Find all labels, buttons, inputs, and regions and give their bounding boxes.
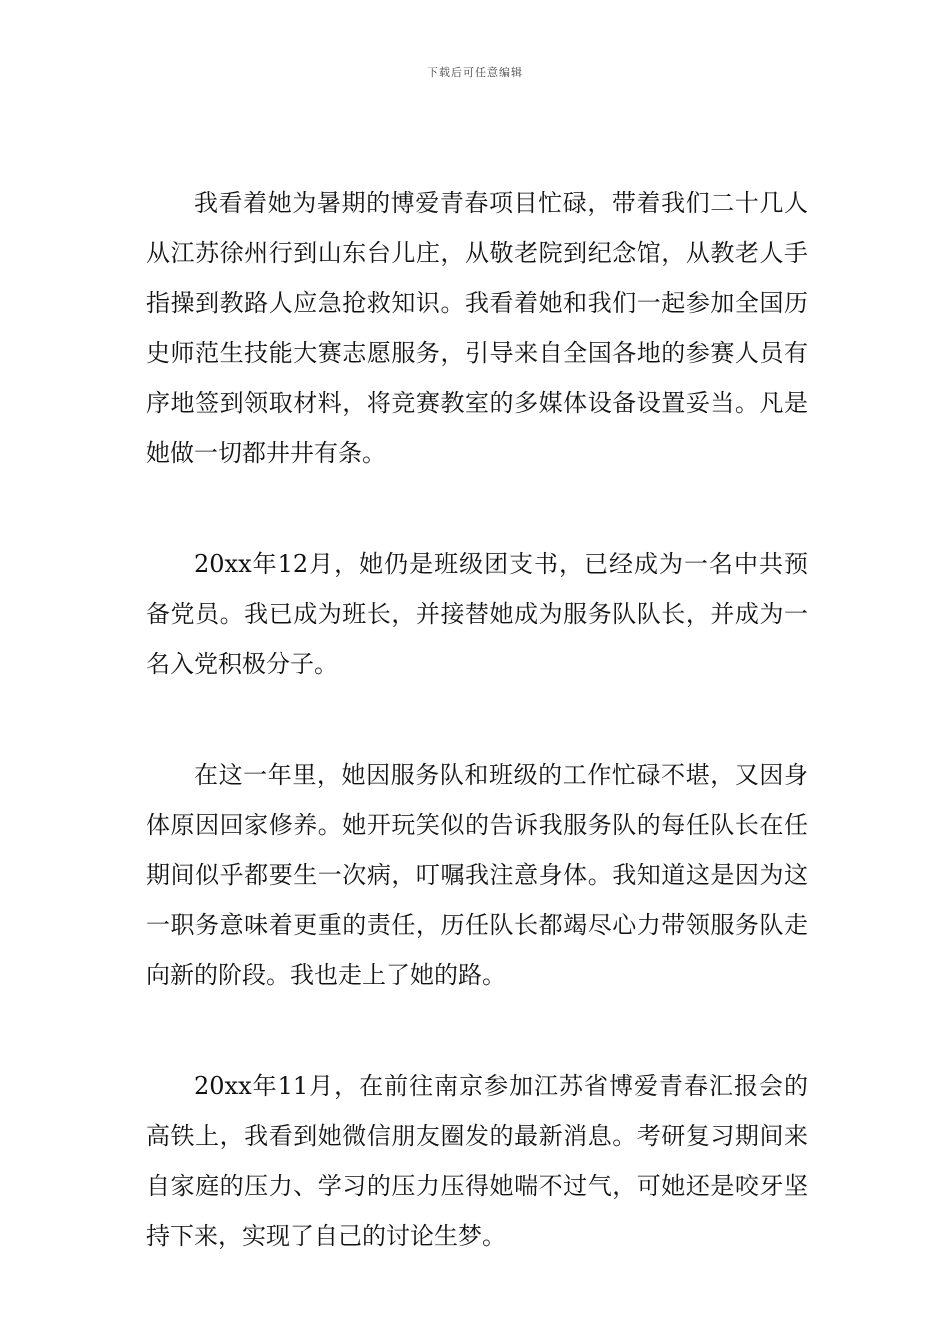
- page-header-note: 下载后可任意编辑: [427, 66, 523, 79]
- document-body: [146, 178, 808, 1261]
- paragraph-2: 20xx年12月，她仍是班级团支书，已经成为一名中共预备党员。我已成为班长，并接替她成为服务队队长，并成为一名入党积极分子。: [146, 550, 808, 678]
- paragraph-1: 我看着她为暑期的博爱青春项目忙碌，带着我们二十几人从江苏徐州行到山东台儿庄，从敬老院到纪念馆，从教老人手指操到教路人应急抢救知识。我看着她和我们一起参加全国历史师范生技能大赛志愿服务，引导来自全国各地的参赛人员有序地签到领取材料，将竞赛教室的多媒体设备设置妥当。凡是她做一切都井井有条。: [146, 189, 808, 467]
- paragraph-3: 在这一年里，她因服务队和班级的工作忙碌不堪，又因身体原因回家修养。她开玩笑似的告诉我服务队的每任队长在任期间似乎都要生一次病，叮嘱我注意身体。我知道这是因为这一职务意味着更重的责任，历任队长都竭尽心力带领服务队走向新的阶段。我也走上了她的路。: [146, 761, 808, 989]
- paragraph-4: 20xx年11月，在前往南京参加江苏省博爱青春汇报会的高铁上，我看到她微信朋友圈发的最新消息。考研复习期间来自家庭的压力、学习的压力压得她喘不过气，可她还是咬牙坚持下来，实现了自己的讨论生梦。: [146, 1072, 808, 1250]
